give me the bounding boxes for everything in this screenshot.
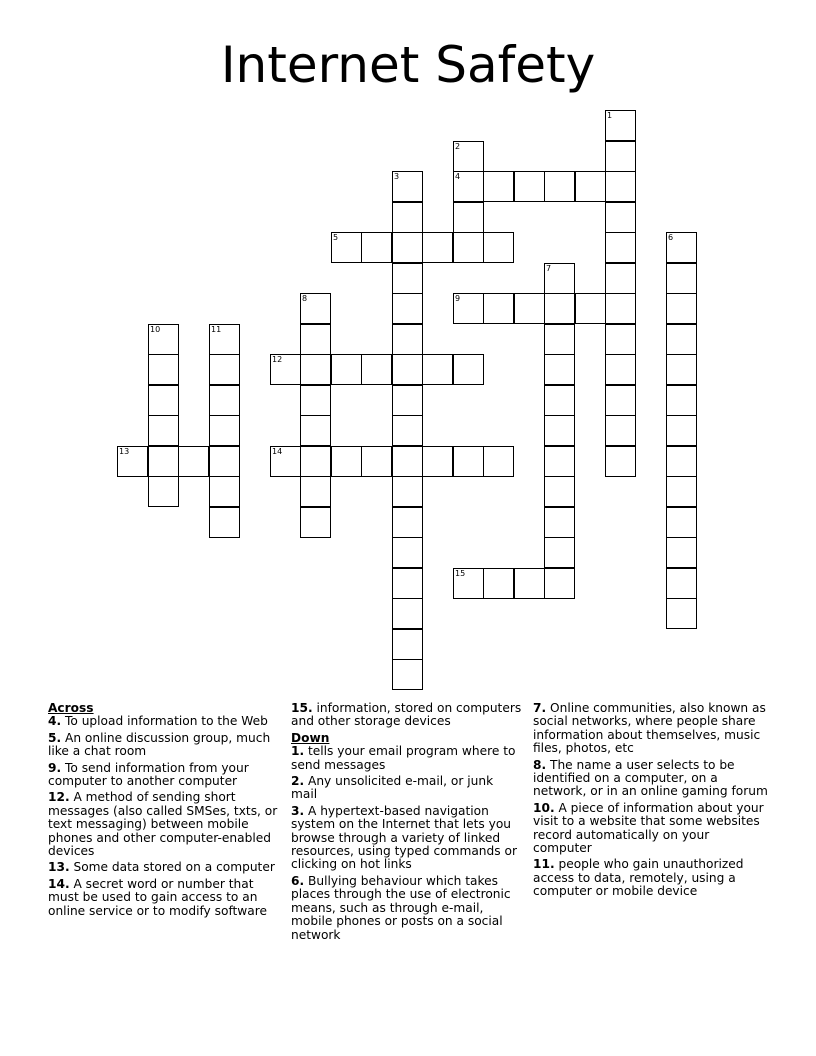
- grid-cell[interactable]: [209, 324, 240, 355]
- grid-cell[interactable]: [666, 232, 697, 263]
- grid-cell[interactable]: [300, 415, 331, 446]
- grid-cell[interactable]: [605, 385, 636, 416]
- grid-cell[interactable]: [209, 415, 240, 446]
- grid-cell[interactable]: [483, 171, 514, 202]
- grid-cell[interactable]: [300, 354, 331, 385]
- grid-cell[interactable]: [392, 537, 423, 568]
- clue-down-6: [291, 875, 523, 942]
- grid-cell[interactable]: [392, 385, 423, 416]
- clue-text: Bullying behaviour which takes places through the use of electronic means, such as through e-mail, mobile phones or posts on a social network: [291, 873, 511, 942]
- grid-cell[interactable]: [148, 354, 179, 385]
- clue-text: An online discussion group, much like a chat room: [48, 730, 271, 759]
- grid-cell[interactable]: [544, 415, 575, 446]
- grid-cell[interactable]: [392, 415, 423, 446]
- grid-cell[interactable]: [544, 385, 575, 416]
- clue-text: tells your email program where to send messages: [291, 744, 516, 772]
- clue-down-2: [291, 775, 523, 802]
- grid-cell[interactable]: [544, 476, 575, 507]
- cell-number: 6: [668, 233, 674, 242]
- clue-text: Online communities, also known as social networks, where people share information about themselves, music files, photos, etc: [533, 701, 766, 756]
- clue-down-10: [533, 802, 769, 856]
- clue-text: A piece of information about your visit to a website that some websites record automatically on your computer: [533, 800, 764, 856]
- clue-text: information, stored on computers and other storage devices: [291, 701, 522, 729]
- cell-number: 9: [455, 294, 461, 303]
- clue-number: 3.: [291, 803, 305, 818]
- grid-cell[interactable]: [453, 446, 484, 477]
- clue-across-15: [291, 702, 523, 729]
- grid-cell[interactable]: [666, 446, 697, 477]
- grid-cell[interactable]: [392, 507, 423, 538]
- clue-across-5: [48, 732, 280, 759]
- grid-cell[interactable]: [392, 171, 423, 202]
- cell-number: 11: [211, 325, 222, 334]
- grid-cell[interactable]: [178, 446, 209, 477]
- grid-cell[interactable]: [209, 385, 240, 416]
- grid-cell[interactable]: [605, 202, 636, 233]
- clue-number: 4.: [48, 714, 62, 729]
- grid-cell[interactable]: [605, 141, 636, 172]
- grid-cell[interactable]: [514, 293, 545, 324]
- clue-text: Any unsolicited e-mail, or junk mail: [291, 774, 494, 802]
- clue-across-12: [48, 791, 280, 858]
- grid-cell[interactable]: [392, 263, 423, 294]
- grid-cell[interactable]: [361, 354, 392, 385]
- grid-cell[interactable]: [361, 446, 392, 477]
- grid-cell[interactable]: [514, 171, 545, 202]
- grid-cell[interactable]: [148, 324, 179, 355]
- grid-cell[interactable]: [544, 263, 575, 294]
- cell-number: 5: [333, 233, 339, 242]
- grid-cell[interactable]: [666, 598, 697, 629]
- grid-cell[interactable]: [575, 171, 606, 202]
- cell-number: 14: [272, 447, 283, 456]
- grid-cell[interactable]: [666, 415, 697, 446]
- grid-cell[interactable]: [209, 446, 240, 477]
- clue-text: The name a user selects to be identified on a computer, on a network, or in an online gaming forum: [533, 757, 768, 799]
- grid-cell[interactable]: [392, 293, 423, 324]
- cell-number: 10: [150, 325, 161, 334]
- grid-cell[interactable]: [666, 568, 697, 599]
- grid-cell[interactable]: [300, 507, 331, 538]
- grid-cell[interactable]: [453, 293, 484, 324]
- grid-cell[interactable]: [666, 476, 697, 507]
- grid-cell[interactable]: [392, 629, 423, 660]
- grid-cell[interactable]: [148, 476, 179, 507]
- cell-number: 12: [272, 355, 283, 364]
- clue-number: 5.: [48, 730, 62, 745]
- grid-cell[interactable]: [666, 385, 697, 416]
- grid-cell[interactable]: [392, 232, 423, 263]
- grid-cell[interactable]: [544, 507, 575, 538]
- clue-text: A hypertext-based navigation system on the Internet that lets you browse through a variety of linked resources, using typed commands or clicking on hot links: [291, 803, 517, 872]
- grid-cell[interactable]: [148, 385, 179, 416]
- clue-number: 13.: [48, 860, 70, 875]
- clue-across-14: [48, 878, 280, 918]
- clue-text: To send information from your computer to another computer: [48, 760, 249, 789]
- grid-cell[interactable]: [361, 232, 392, 263]
- clue-number: 10.: [533, 800, 555, 815]
- grid-cell[interactable]: [209, 354, 240, 385]
- grid-cell[interactable]: [331, 446, 362, 477]
- cell-number: 4: [455, 172, 461, 181]
- grid-cell[interactable]: [300, 476, 331, 507]
- grid-cell[interactable]: [605, 446, 636, 477]
- grid-cell[interactable]: [605, 354, 636, 385]
- grid-cell[interactable]: [422, 232, 453, 263]
- grid-cell[interactable]: [605, 110, 636, 141]
- clue-number: 1.: [291, 744, 305, 759]
- grid-cell[interactable]: [544, 171, 575, 202]
- clue-across-13: [48, 861, 280, 874]
- cell-number: 1: [607, 111, 613, 120]
- grid-cell[interactable]: [392, 598, 423, 629]
- clues-column-2: [291, 702, 523, 945]
- grid-cell[interactable]: [300, 324, 331, 355]
- grid-cell[interactable]: [392, 476, 423, 507]
- grid-cell[interactable]: [453, 232, 484, 263]
- grid-cell[interactable]: [483, 293, 514, 324]
- grid-cell[interactable]: [300, 385, 331, 416]
- grid-cell[interactable]: [666, 354, 697, 385]
- cell-number: 2: [455, 142, 461, 151]
- cell-number: 13: [119, 447, 130, 456]
- grid-cell[interactable]: [544, 324, 575, 355]
- grid-cell[interactable]: [392, 354, 423, 385]
- grid-cell[interactable]: [605, 232, 636, 263]
- grid-cell[interactable]: [605, 171, 636, 202]
- clue-text: people who gain unauthorized access to data, remotely, using a computer or mobile device: [533, 857, 744, 899]
- clue-number: 7.: [533, 701, 547, 715]
- grid-cell[interactable]: [300, 293, 331, 324]
- clue-down-8: [533, 759, 769, 799]
- grid-cell[interactable]: [453, 354, 484, 385]
- grid-cell[interactable]: [148, 415, 179, 446]
- grid-cell[interactable]: [453, 568, 484, 599]
- clue-number: 12.: [48, 790, 70, 805]
- grid-cell[interactable]: [605, 324, 636, 355]
- grid-cell[interactable]: [392, 568, 423, 599]
- grid-cell[interactable]: [483, 446, 514, 477]
- grid-cell[interactable]: [331, 232, 362, 263]
- cell-number: 15: [455, 569, 466, 578]
- grid-cell[interactable]: [270, 446, 301, 477]
- grid-cell[interactable]: [392, 659, 423, 690]
- clue-text: A secret word or number that must be used to gain access to an online service or to modify software: [48, 876, 267, 918]
- grid-cell[interactable]: [514, 568, 545, 599]
- cell-number: 8: [302, 294, 308, 303]
- across-heading: Across: [48, 701, 94, 715]
- grid-cell[interactable]: [544, 568, 575, 599]
- grid-cell[interactable]: [453, 202, 484, 233]
- grid-cell[interactable]: [270, 354, 301, 385]
- grid-cell[interactable]: [544, 537, 575, 568]
- clue-text: To upload information to the Web: [65, 714, 268, 729]
- cell-number: 7: [546, 264, 552, 273]
- grid-cell[interactable]: [666, 507, 697, 538]
- grid-cell[interactable]: [605, 293, 636, 324]
- grid-cell[interactable]: [666, 263, 697, 294]
- grid-cell[interactable]: [209, 476, 240, 507]
- grid-cell[interactable]: [453, 171, 484, 202]
- grid-cell[interactable]: [544, 354, 575, 385]
- grid-cell[interactable]: [544, 293, 575, 324]
- grid-cell[interactable]: [209, 507, 240, 538]
- down-heading: Down: [291, 730, 330, 745]
- grid-cell[interactable]: [575, 293, 606, 324]
- clue-number: 2.: [291, 774, 305, 789]
- page-title: Internet Safety: [220, 36, 596, 94]
- grid-cell[interactable]: [300, 446, 331, 477]
- grid-cell[interactable]: [666, 537, 697, 568]
- clue-down-7: [533, 702, 769, 756]
- clue-number: 9.: [48, 760, 62, 775]
- clue-number: 8.: [533, 757, 547, 772]
- grid-cell[interactable]: [148, 446, 179, 477]
- grid-cell[interactable]: [483, 232, 514, 263]
- clue-text: A method of sending short messages (also called SMSes, txts, or text messaging) between mobile phones and other computer-enabled devices: [48, 790, 278, 859]
- clues-column-3: [533, 702, 769, 902]
- grid-cell[interactable]: [453, 141, 484, 172]
- grid-cell[interactable]: [331, 354, 362, 385]
- grid-cell[interactable]: [422, 446, 453, 477]
- clue-number: 15.: [291, 701, 313, 715]
- grid-cell[interactable]: [666, 324, 697, 355]
- clue-across-4: [48, 715, 280, 728]
- grid-cell[interactable]: [117, 446, 148, 477]
- clue-number: 14.: [48, 876, 70, 891]
- grid-cell[interactable]: [392, 202, 423, 233]
- grid-cell[interactable]: [422, 354, 453, 385]
- grid-cell[interactable]: [392, 324, 423, 355]
- clue-down-1: [291, 745, 523, 772]
- grid-cell[interactable]: [544, 446, 575, 477]
- cell-number: 3: [394, 172, 400, 181]
- grid-cell[interactable]: [605, 415, 636, 446]
- grid-cell[interactable]: [483, 568, 514, 599]
- clue-across-9: [48, 762, 280, 789]
- grid-cell[interactable]: [392, 446, 423, 477]
- clue-number: 6.: [291, 873, 305, 888]
- clues-column-1: [48, 702, 280, 921]
- clue-down-3: [291, 805, 523, 872]
- grid-cell[interactable]: [605, 263, 636, 294]
- clue-text: Some data stored on a computer: [73, 860, 275, 875]
- clue-number: 11.: [533, 857, 555, 872]
- grid-cell[interactable]: [666, 293, 697, 324]
- clue-down-11: [533, 858, 769, 898]
